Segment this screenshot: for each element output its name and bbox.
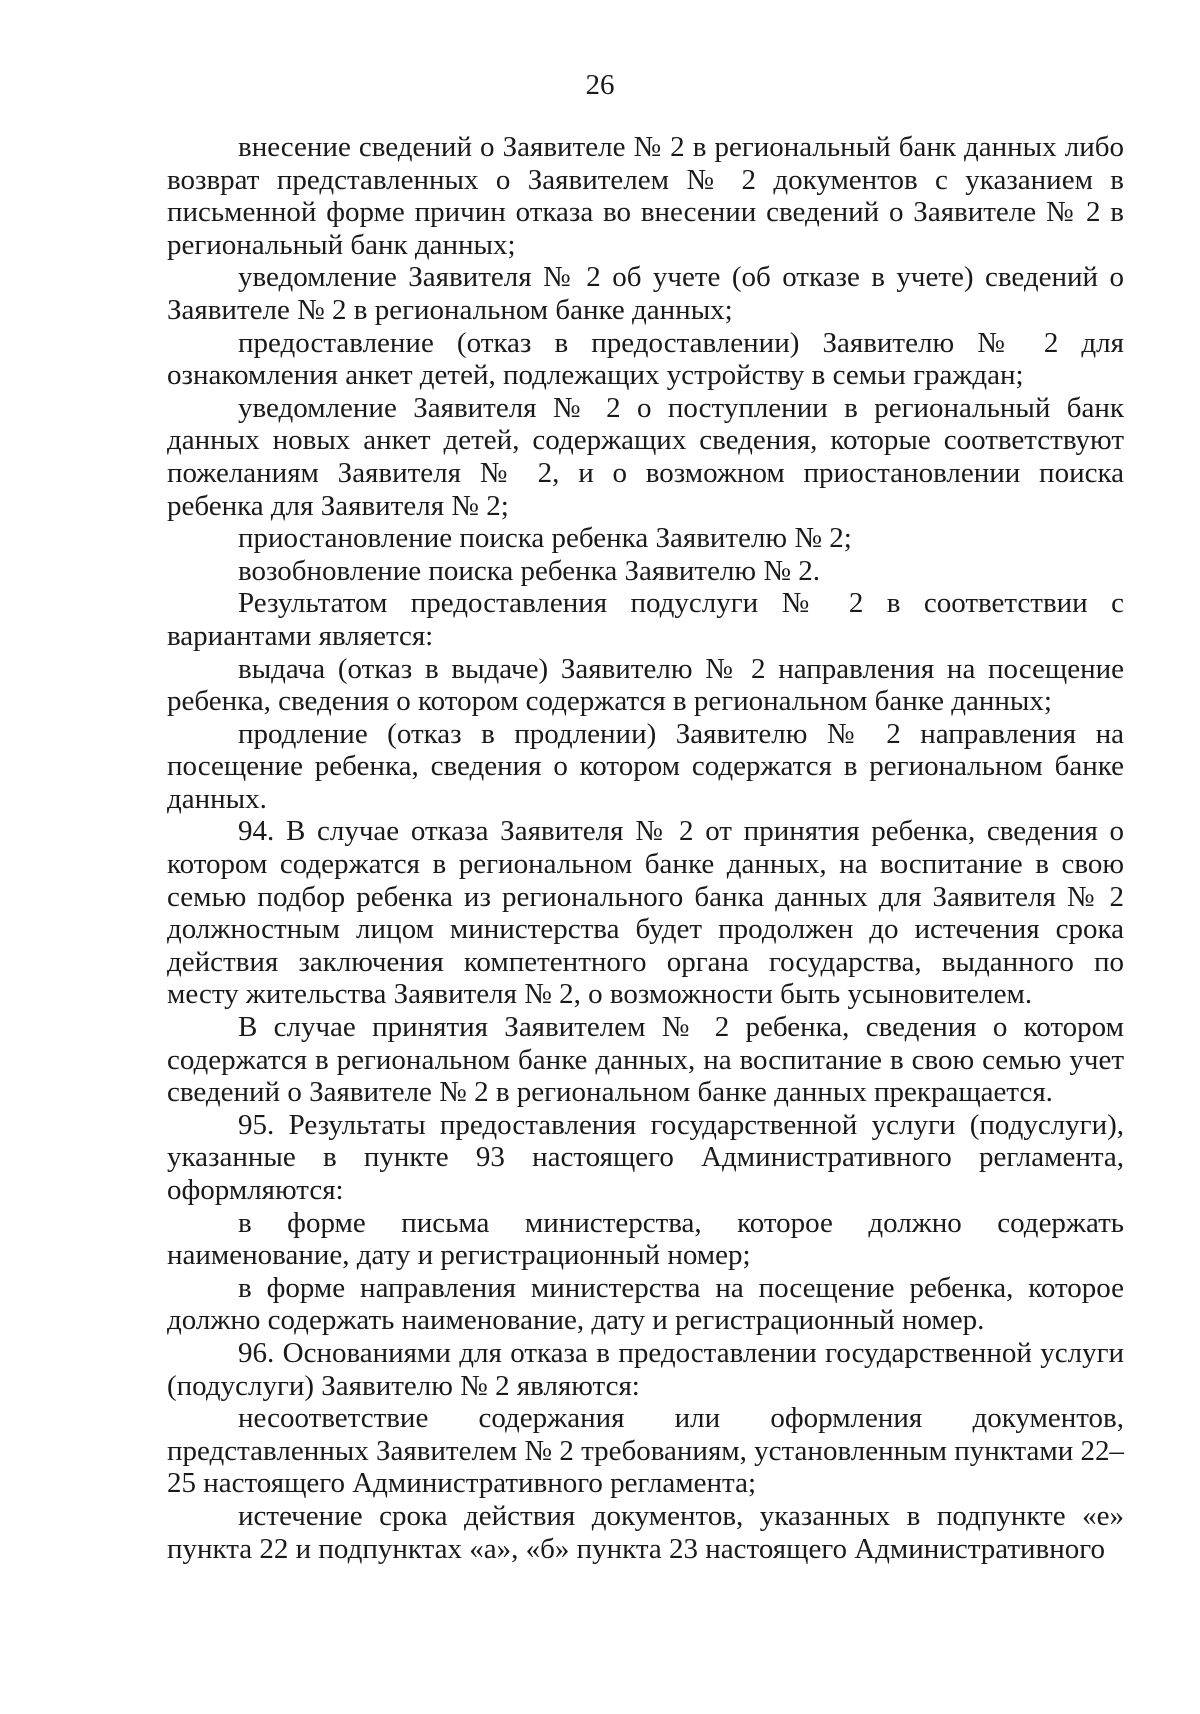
paragraph: 96. Основаниями для отказа в предоставлении государственной услуги (подуслуги) Заявителю № 2 являются: [167, 1336, 1124, 1402]
paragraph: возобновление поиска ребенка Заявителю № 2. [238, 554, 821, 587]
paragraph: В случае принятия Заявителем № 2 ребенка, сведения о котором содержатся в региональном банке данных, на воспитание в свою семью учет сведений о Заявителе № 2 в региональном банке данных прекращается. [167, 1011, 1124, 1109]
paragraph: Результатом предоставления подуслуги № 2 в соответствии с вариантами является: [167, 587, 1124, 652]
paragraph: предоставление (отказ в предоставлении) Заявителю № 2 для ознакомления анкет детей, подлежащих устройству в семьи граждан; [167, 326, 1124, 392]
paragraph: 95. Результаты предоставления государственной услуги (подуслуги), указанные в пункте 93 настоящего Административного регламента, оформляются: [167, 1108, 1124, 1206]
paragraph: 94. В случае отказа Заявителя № 2 от принятия ребенка, сведения о котором содержатся в региональном банке данных, на воспитание в свою семью подбор ребенка из регионального банка данных для Заявителя № 2 должностным лицом министерства будет продолжен до истечения срока действия заключения компетентного органа государства, выданного по месту жительства Заявителя № 2, о возможности быть усыновителем. [167, 815, 1124, 1011]
paragraph: выдача (отказ в выдаче) Заявителю № 2 направления на посещение ребенка, сведения о котором содержатся в региональном банке данных; [167, 652, 1124, 718]
paragraph: в форме направления министерства на посещение ребенка, которое должно содержать наименование, дату и регистрационный номер. [167, 1271, 1124, 1337]
paragraph: продление (отказ в продлении) Заявителю № 2 направления на посещение ребенка, сведения о котором содержатся в региональном банке данных. [167, 717, 1124, 815]
paragraph: истечение срока действия документов, указанных в подпункте «е» пункта 22 и подпунктах «а», «б» пункта 23 настоящего Административного [167, 1499, 1124, 1565]
paragraph: уведомление Заявителя № 2 об учете (об отказе в учете) сведений о Заявителе № 2 в региональном банке данных; [167, 261, 1124, 326]
page-number: 26 [585, 69, 615, 101]
paragraph: в форме письма министерства, которое должно содержать наименование, дату и регистрационный номер; [167, 1206, 1124, 1272]
paragraph: приостановление поиска ребенка Заявителю № 2; [238, 522, 852, 555]
paragraph: внесение сведений о Заявителе № 2 в региональный банк данных либо возврат представленных о Заявителем № 2 документов с указанием в письменной форме причин отказа во внесении сведений о Заявителе № 2 в региональный банк данных; [167, 131, 1124, 261]
paragraph: уведомление Заявителя № 2 о поступлении в региональный банк данных новых анкет детей, содержащих сведения, которые соответствуют пожеланиям Заявителя № 2, и о возможном приостановлении поиска ребенка для Заявителя № 2; [167, 391, 1124, 522]
document-body [167, 131, 1124, 1565]
paragraph: несоответствие содержания или оформления документов, представленных Заявителем № 2 требованиям, установленным пунктами 22–25 настоящего Административного регламента; [167, 1402, 1124, 1500]
